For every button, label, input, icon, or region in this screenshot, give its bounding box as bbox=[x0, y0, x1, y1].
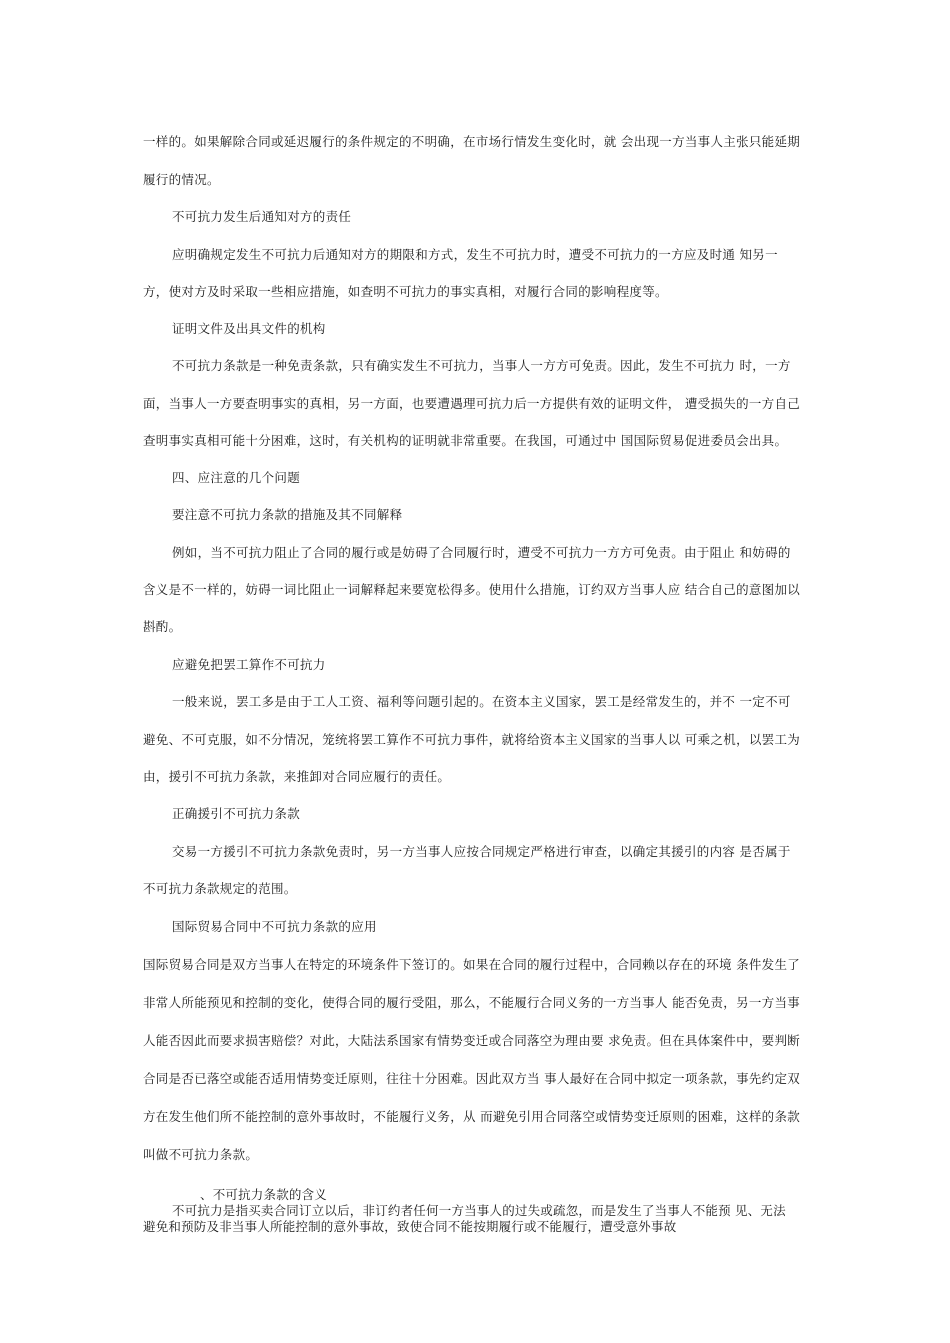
text-line: 避免、不可克服，如不分情况，笼统将罢工算作不可抗力事件，就将给资本主义国家的当事人以 可乘之机，以罢工为 bbox=[143, 732, 801, 747]
text-line: 方在发生他们所不能控制的意外事故时，不能履行义务，从 而避免引用合同落空或情势变迁原则的困难，这样的条款 bbox=[143, 1109, 801, 1124]
text-line: 叫做不可抗力条款。 bbox=[143, 1147, 259, 1162]
text-line: 国际贸易合同中不可抗力条款的应用 bbox=[172, 919, 377, 934]
text-line: 面，当事人一方要查明事实的真相，另一方面，也要遭遇理可抗力后一方提供有效的证明文件， 遭受损失的一方自己 bbox=[143, 396, 801, 411]
text-line: 一般来说，罢工多是由于工人工资、福利等问题引起的。在资本主义国家，罢工是经常发生的，并不 一定不可 bbox=[172, 694, 791, 709]
text-line: 不可抗力条款规定的范围。 bbox=[143, 881, 297, 896]
text-line: 不可抗力条款是一种免责条款，只有确实发生不可抗力，当事人一方方可免责。因此，发生不可抗力 时，一方 bbox=[172, 358, 791, 373]
text-line: 斟酌。 bbox=[143, 619, 182, 634]
text-line: 应明确规定发生不可抗力后通知对方的期限和方式，发生不可抗力时，遭受不可抗力的一方应及时通 知另一 bbox=[172, 247, 778, 262]
text-line: 方，使对方及时采取一些相应措施，如查明不可抗力的事实真相，对履行合同的影响程度等。 bbox=[143, 284, 668, 299]
text-line: 不可抗力发生后通知对方的责任 bbox=[172, 209, 352, 224]
text-line: 、不可抗力条款的含义 bbox=[200, 1187, 328, 1202]
text-line: 含义是不一样的，妨碍一词比阻止一词解释起来要宽松得多。使用什么措施，订约双方当事人应 结合自己的意图加以 bbox=[143, 582, 801, 597]
text-line: 避免和预防及非当事人所能控制的意外事故，致使合同不能按期履行或不能履行，遭受意外事故 bbox=[143, 1219, 677, 1234]
text-line: 国际贸易合同是双方当事人在特定的环境条件下签订的。如果在合同的履行过程中，合同赖以存在的环境 条件发生了 bbox=[143, 957, 801, 972]
text-line: 要注意不可抗力条款的措施及其不同解释 bbox=[172, 507, 403, 522]
text-line: 一样的。如果解除合同或延迟履行的条件规定的不明确，在市场行情发生变化时，就 会出现一方当事人主张只能延期 bbox=[143, 134, 801, 149]
text-line: 证明文件及出具文件的机构 bbox=[172, 321, 326, 336]
text-line: 四、应注意的几个问题 bbox=[172, 470, 301, 485]
text-line: 由，援引不可抗力条款，来推卸对合同应履行的责任。 bbox=[143, 769, 451, 784]
text-line: 例如，当不可抗力阻止了合同的履行或是妨碍了合同履行时，遭受不可抗力一方方可免责。由于阻止 和妨碍的 bbox=[172, 545, 791, 560]
text-line: 查明事实真相可能十分困难，这时，有关机构的证明就非常重要。在我国，可通过中 国国际贸易促进委员会出具。 bbox=[143, 433, 788, 448]
text-line: 人能否因此而要求损害赔偿？对此，大陆法系国家有情势变迁或合同落空为理由要 求免责。但在具体案件中，要判断 bbox=[143, 1033, 801, 1048]
text-line: 不可抗力是指买卖合同订立以后，非订约者任何一方当事人的过失或疏忽，而是发生了当事人不能预 见、无法 bbox=[172, 1203, 786, 1218]
text-line: 应避免把罢工算作不可抗力 bbox=[172, 657, 326, 672]
text-line: 非常人所能预见和控制的变化，使得合同的履行受阻，那么，不能履行合同义务的一方当事人 能否免责，另一方当事 bbox=[143, 995, 801, 1010]
text-line: 交易一方援引不可抗力条款免责时，另一方当事人应按合同规定严格进行审查，以确定其援引的内容 是否属于 bbox=[172, 844, 791, 859]
text-line: 正确援引不可抗力条款 bbox=[172, 806, 301, 821]
text-line: 履行的情况。 bbox=[143, 172, 220, 187]
text-line: 合同是否已落空或能否适用情势变迁原则，往往十分困难。因此双方当 事人最好在合同中拟定一项条款，事先约定双 bbox=[143, 1071, 801, 1086]
